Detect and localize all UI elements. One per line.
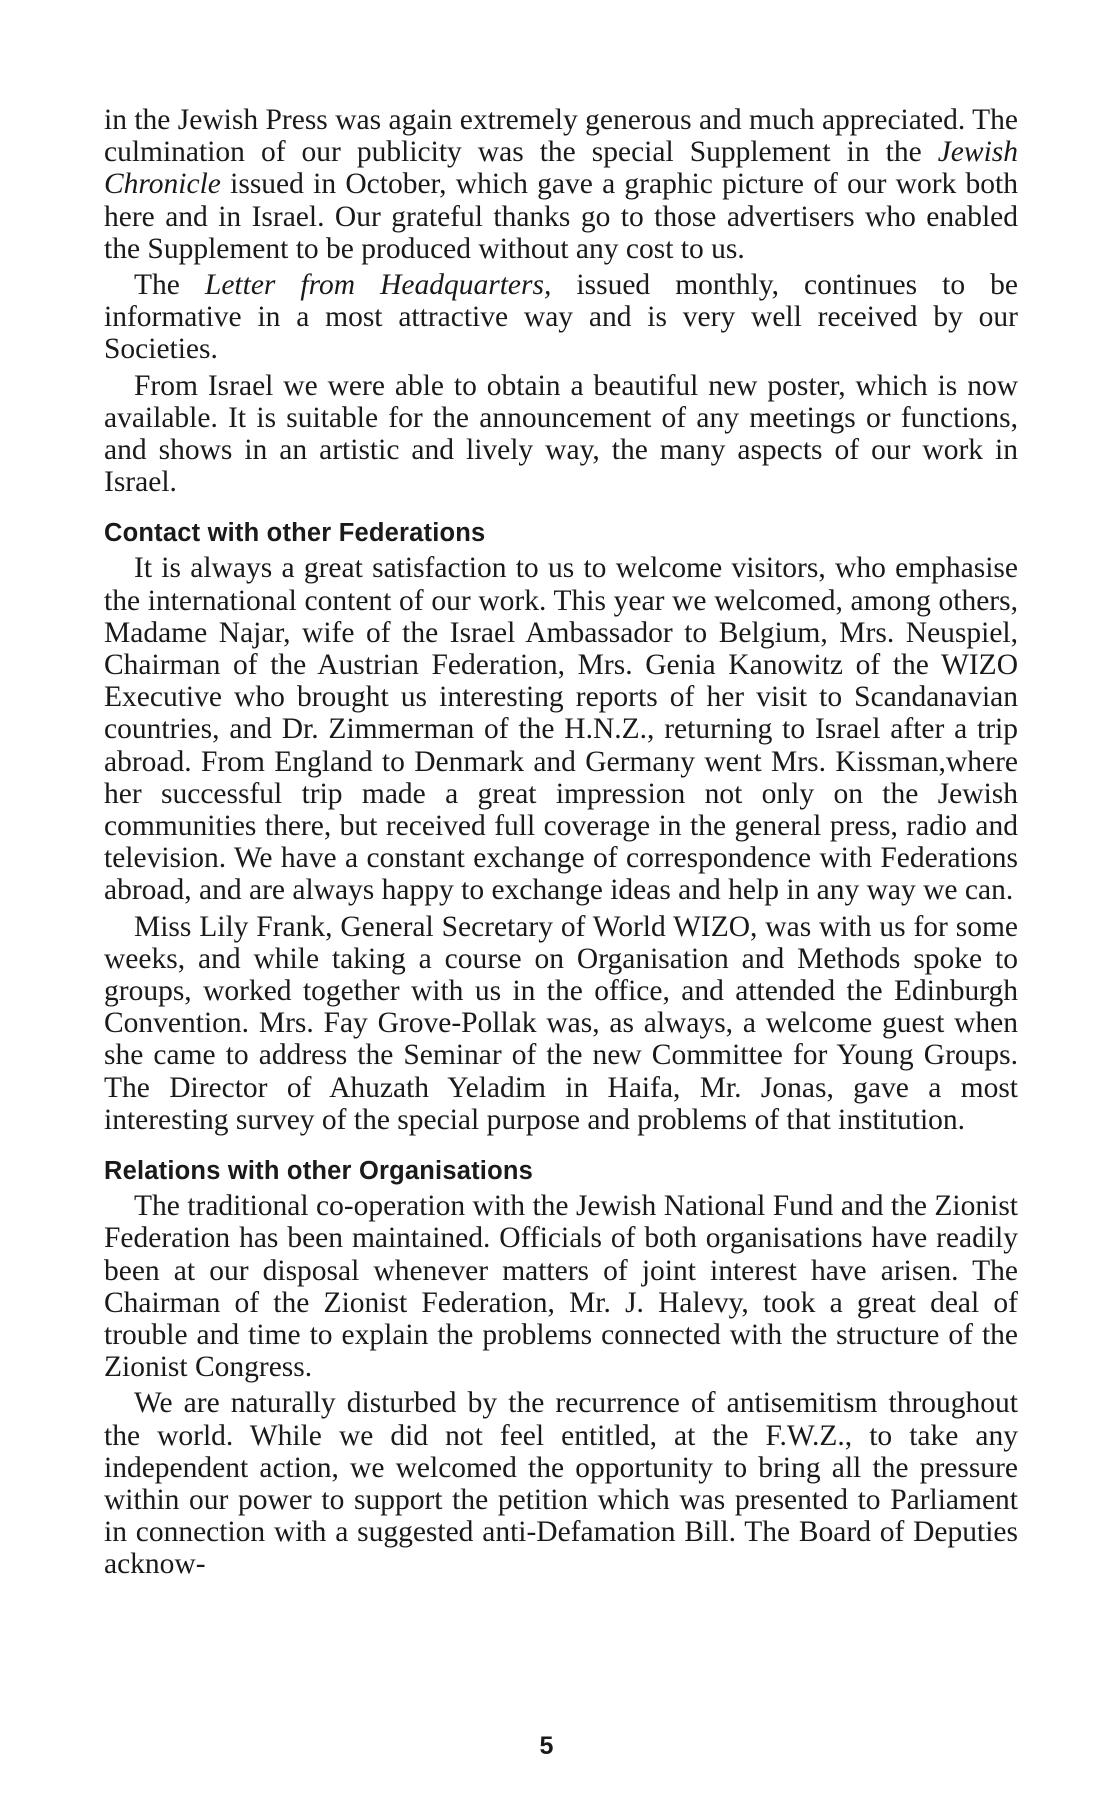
text-segment: From Israel we were able to obtain a beautiful new poster, which is now available. It is suitable for the announcement of any meetings or functions, and shows in an artistic and lively way, the many aspects of our work in Israel. [104, 369, 1018, 499]
document-page [104, 104, 1018, 1581]
page-number: 5 [539, 1732, 554, 1760]
paragraph-publicity [104, 104, 1018, 265]
text-segment-italic: Letter from Headquarters, [204, 269, 552, 302]
text-segment: The [134, 269, 205, 302]
paragraph-cooperation: The traditional co-operation with the Jewish National Fund and the Zionist Federation has been maintained. Officials of both organisations have readily been at our disposal whenever matters of joint interest have arisen. The Chairman of the Zionist Federation, Mr. J. Halevy, took a great deal of trouble and time to explain the problems connected with the structure of the Zionist Congress. [104, 1190, 1018, 1384]
section-heading-contact: Contact with other Federations [104, 519, 486, 548]
text-segment: in the Jewish Press was again extremely generous and much appreciated. The culmination of our publicity was the special Supplement in the [104, 104, 1018, 169]
text-segment: issued in October, which gave a graphic picture of our work both here and in Israel. Our grateful thanks go to those advertisers who enabled the Supplement to be produced without any cost to us. [104, 168, 1018, 265]
paragraph-antisemitism: We are naturally disturbed by the recurrence of antisemitism throughout the world. While we did not feel entitled, at the F.W.Z., to take any independent action, we welcomed the opportunity to bring all the pressure within our power to support the petition which was presented to Parliament in connection with a suggested anti-Defamation Bill. The Board of Deputies acknow- [104, 1387, 1018, 1581]
paragraph-letter [104, 269, 1018, 366]
paragraph-lily-frank: Miss Lily Frank, General Secretary of World WIZO, was with us for some weeks, and while taking a course on Organisation and Methods spoke to groups, worked together with us in the office, and attended the Edinburgh Convention. Mrs. Fay Grove-Pollak was, as always, a welcome guest when she came to address the Seminar of the new Committee for Young Groups. The Director of Ahuzath Yeladim in Haifa, Mr. Jonas, gave a most interesting survey of the special purpose and problems of that institution. [104, 910, 1018, 1136]
paragraph-visitors: It is always a great satisfaction to us to welcome visitors, who emphasise the international content of our work. This year we welcomed, among others, Madame Najar, wife of the Israel Ambassador to Belgium, Mrs. Neuspiel, Chairman of the Austrian Federation, Mrs. Genia Kanowitz of the WIZO Executive who brought us interesting reports of her visit to Scandanavian countries, and Dr. Zimmerman of the H.N.Z., returning to Israel after a trip abroad. From England to Denmark and Germany went Mrs. Kissman,where her successful trip made a great impression not only on the Jewish communities there, but received full coverage in the general press, radio and television. We have a constant exchange of correspondence with Federations abroad, and are always happy to exchange ideas and help in any way we can. [104, 552, 1018, 907]
section-heading-relations: Relations with other Organisations [104, 1157, 534, 1186]
text-segment-italic: Jewish Chronicle [104, 136, 1018, 201]
text-segment: issued monthly, continues to be informative in a most attractive way and is very well received by our Societies. [104, 269, 1018, 366]
paragraph-poster [104, 370, 1018, 499]
